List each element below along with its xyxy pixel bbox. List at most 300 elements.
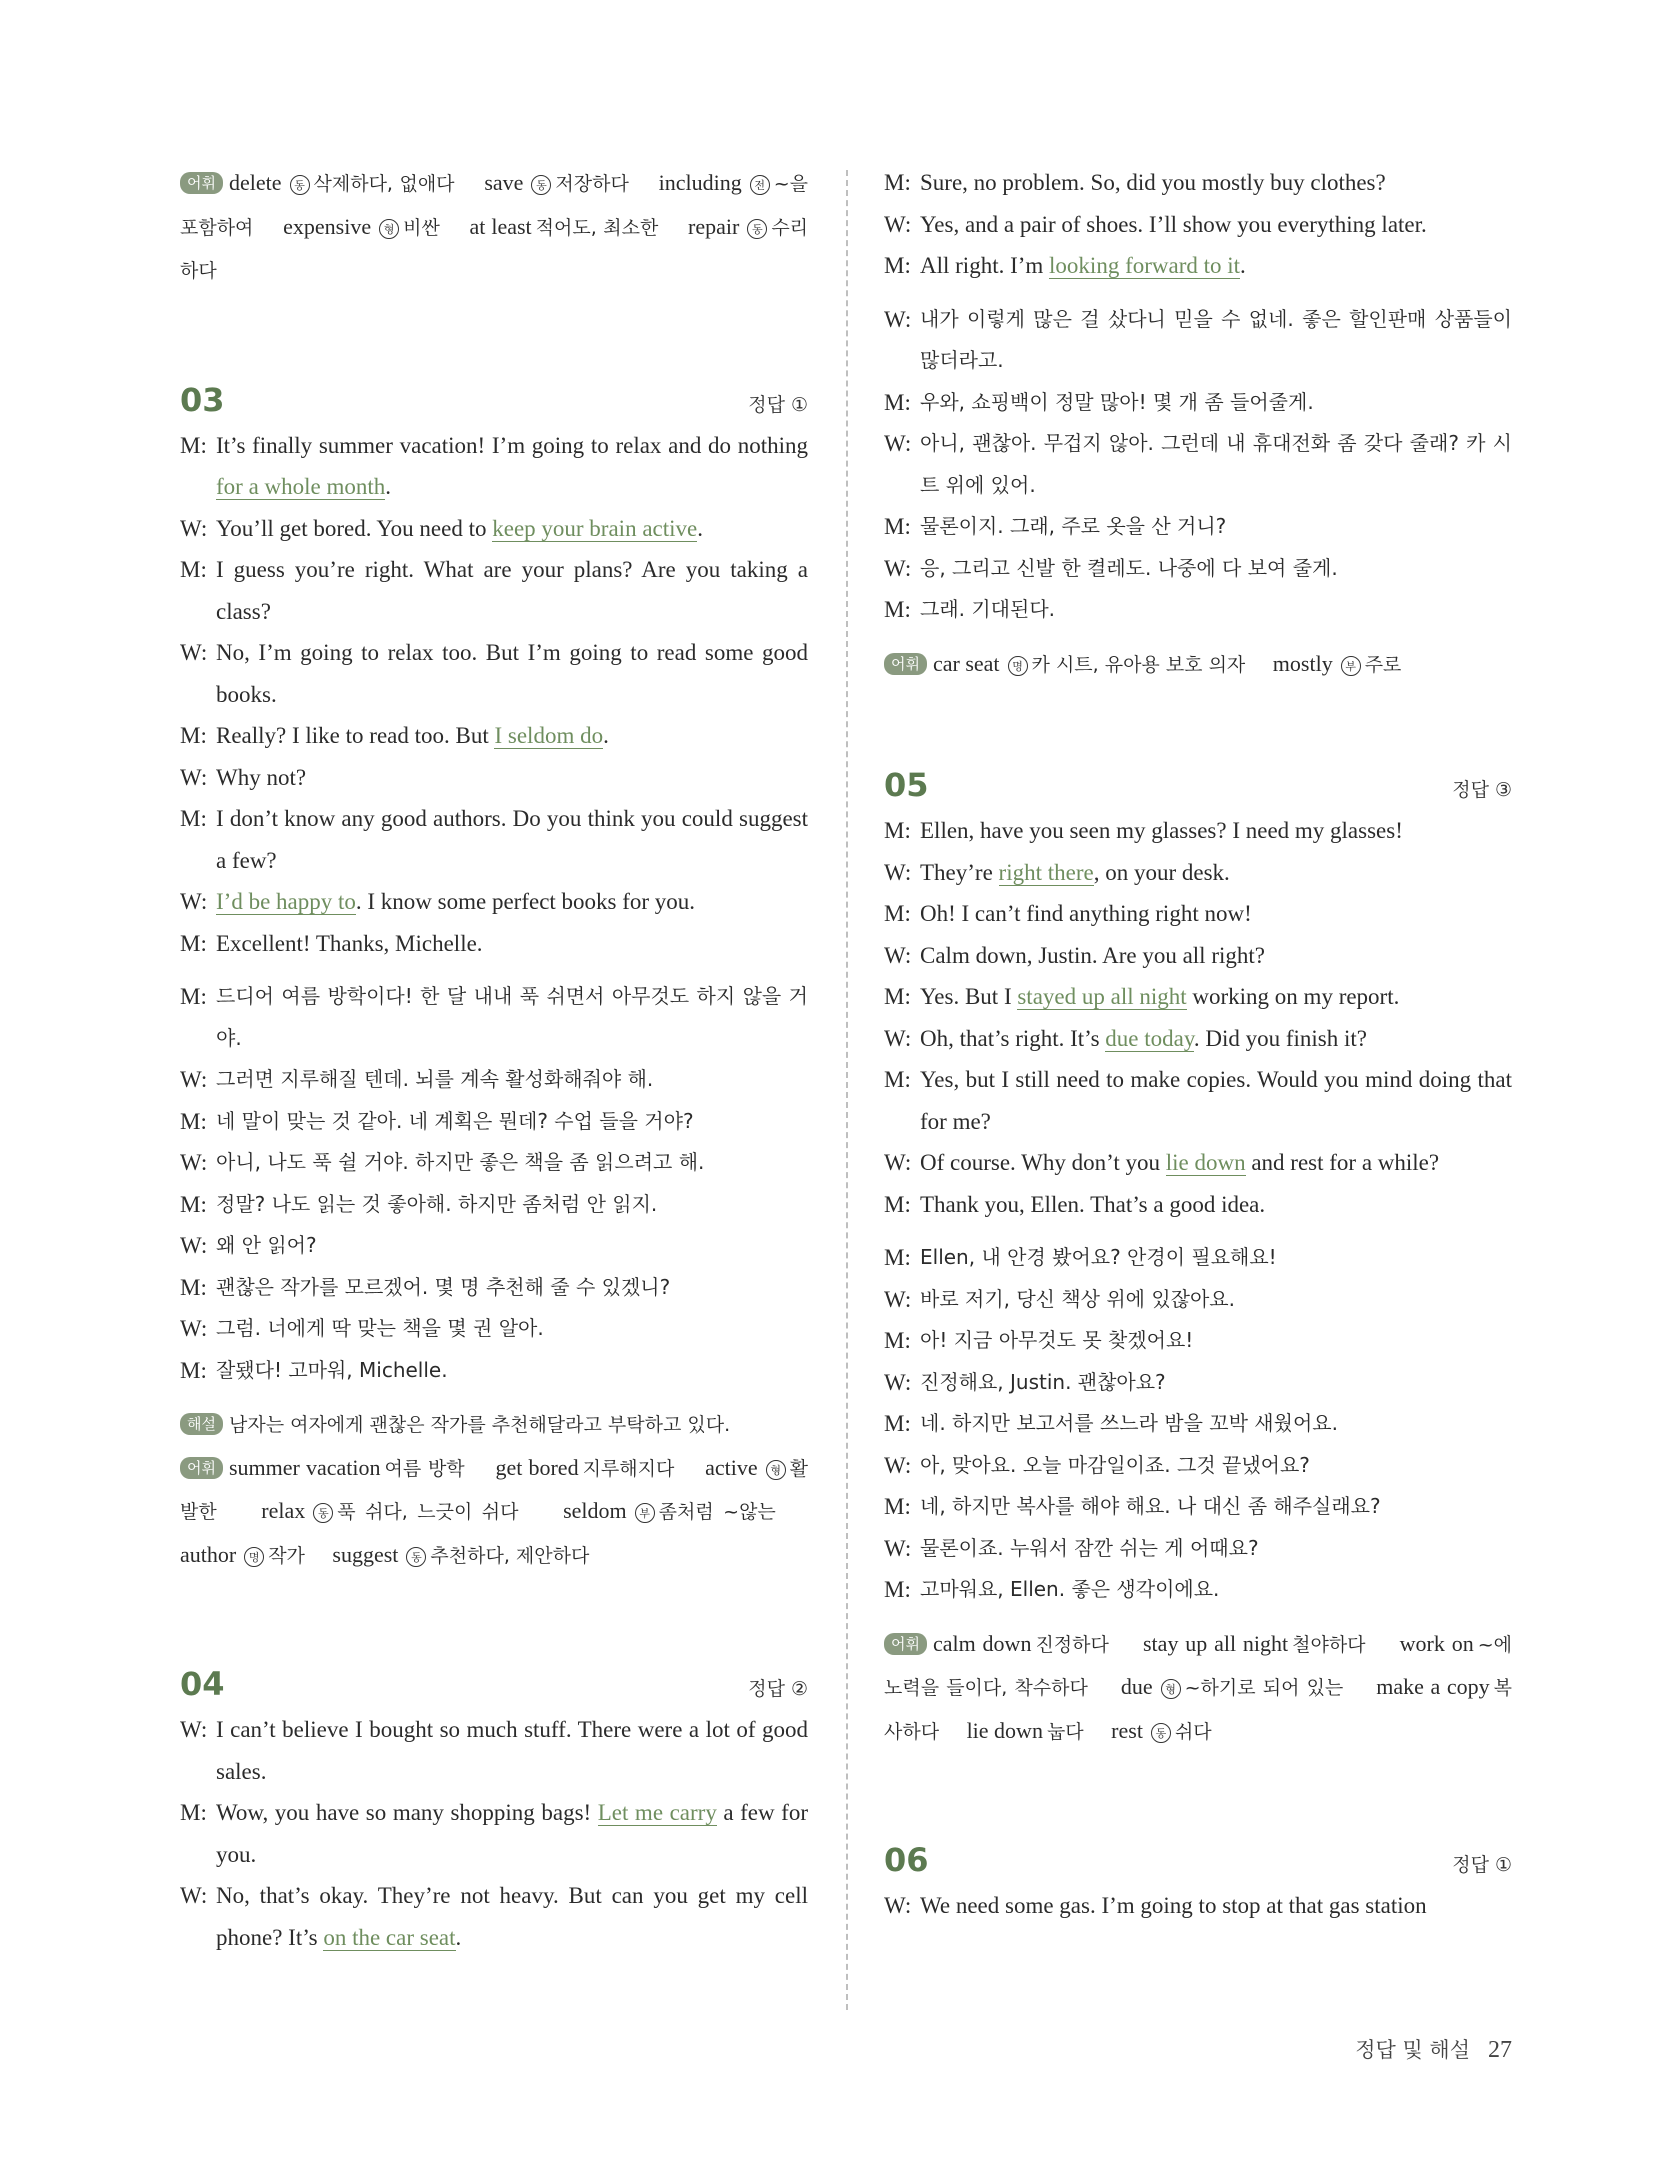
vocab-item bbox=[229, 1455, 465, 1480]
section-number: 06 bbox=[884, 1841, 929, 1879]
vocab-meaning: 카 시트, 유아용 보호 의자 bbox=[1031, 653, 1246, 676]
speaker-label: W: bbox=[180, 889, 208, 914]
speaker-label: M: bbox=[884, 170, 911, 195]
translation-line bbox=[884, 382, 1512, 424]
vocab-word: repair bbox=[688, 213, 740, 239]
dialogue-line bbox=[180, 632, 808, 715]
translation-text: 아! 지금 아무것도 못 찾겠어요! bbox=[920, 1328, 1194, 1352]
vocab-item bbox=[1273, 651, 1402, 676]
vocab-block bbox=[180, 162, 808, 293]
translation-text: 우와, 쇼핑백이 정말 많아! 몇 개 좀 들어줄게. bbox=[920, 389, 1314, 414]
line-text bbox=[920, 162, 1512, 204]
line-text bbox=[216, 632, 808, 715]
line-text bbox=[216, 757, 808, 799]
vocab-word: seldom bbox=[563, 1498, 627, 1523]
speaker-label: M: bbox=[884, 1067, 911, 1092]
vocab-item bbox=[261, 1498, 518, 1523]
dialogue-line bbox=[884, 810, 1512, 852]
line-text bbox=[920, 204, 1512, 246]
vocab-meaning: 주로 bbox=[1364, 653, 1402, 676]
speaker-label: W: bbox=[884, 1452, 912, 1478]
translation-line bbox=[884, 589, 1512, 631]
speaker-label: M: bbox=[180, 930, 207, 956]
speaker-label: W: bbox=[180, 1316, 208, 1341]
dialogue-line bbox=[180, 549, 808, 632]
translation-line bbox=[884, 1528, 1512, 1570]
line-text bbox=[216, 798, 808, 881]
text-segment: I can’t believe I bought so much stuff. There were a lot of good sales. bbox=[216, 1717, 808, 1784]
part-of-speech-icon: 부 bbox=[635, 1503, 655, 1523]
dialogue-line bbox=[180, 757, 808, 799]
translation-text: 괜찮은 작가를 모르겠어. 몇 명 추천해 줄 수 있겠니? bbox=[216, 1274, 671, 1299]
text-segment: I don’t know any good authors. Do you think you could suggest a few? bbox=[216, 806, 808, 873]
translation-line bbox=[884, 1445, 1512, 1487]
text-segment: . Did you finish it? bbox=[1193, 1025, 1367, 1051]
translation-text: 그래. 기대된다. bbox=[920, 597, 1055, 621]
speaker-label: M: bbox=[884, 1245, 911, 1270]
translation-text: 아니, 나도 푹 쉴 거야. 하지만 좋은 책을 좀 읽으려고 해. bbox=[216, 1150, 705, 1174]
translation-line bbox=[180, 1059, 808, 1101]
dialogue-line bbox=[180, 1709, 808, 1792]
vocab-meaning: 쉬다 bbox=[1174, 1720, 1212, 1743]
translation-text: Ellen, 내 안경 봤어요? 안경이 필요해요! bbox=[920, 1245, 1277, 1269]
text-segment: Thank you, Ellen. That’s a good idea. bbox=[920, 1191, 1266, 1217]
vocab-item bbox=[495, 1455, 674, 1480]
translation-text: 바로 저기, 당신 책상 위에 있잖아요. bbox=[920, 1286, 1235, 1311]
translation-text: 네 말이 맞는 것 같아. 네 계획은 뭔데? 수업 들을 거야? bbox=[216, 1108, 694, 1133]
translation-text: 물론이죠. 누워서 잠깐 쉬는 게 어때요? bbox=[920, 1535, 1259, 1560]
translation-line bbox=[884, 1486, 1512, 1528]
vocab-word: expensive bbox=[283, 213, 372, 239]
speaker-label: W: bbox=[884, 431, 912, 456]
translation-text: 그러면 지루해질 텐데. 뇌를 계속 활성화해줘야 해. bbox=[216, 1067, 654, 1091]
translation-text: 응, 그리고 신발 한 켤레도. 나중에 다 보여 줄게. bbox=[920, 555, 1338, 580]
text-segment: All right. I’m bbox=[920, 253, 1050, 278]
translation-line bbox=[180, 1184, 808, 1226]
part-of-speech-icon: 부 bbox=[1341, 656, 1361, 676]
dialogue-line bbox=[884, 935, 1512, 977]
speaker-label: W: bbox=[180, 1067, 208, 1092]
line-text bbox=[920, 245, 1512, 287]
vocab-item bbox=[933, 1631, 1109, 1656]
translation-line bbox=[884, 1237, 1512, 1279]
line-text bbox=[216, 1875, 808, 1958]
text-segment: Yes, but I still need to make copies. Would you mind doing that for me? bbox=[920, 1067, 1512, 1134]
part-of-speech-icon: 동 bbox=[531, 175, 551, 195]
vocab-item bbox=[967, 1718, 1084, 1743]
dialogue-line bbox=[180, 1792, 808, 1875]
speaker-label: M: bbox=[180, 432, 207, 458]
vocab-block bbox=[180, 1447, 808, 1578]
text-segment: Wow, you have so many shopping bags! bbox=[216, 1800, 598, 1825]
text-segment: No, I’m going to relax too. But I’m going to read some good books. bbox=[216, 640, 808, 707]
speaker-label: W: bbox=[180, 764, 208, 790]
dialogue-line bbox=[884, 893, 1512, 935]
line-text bbox=[920, 1018, 1512, 1060]
speaker-label: M: bbox=[884, 1411, 911, 1436]
translation-text: 정말? 나도 읽는 것 좋아해. 하지만 좀처럼 안 읽지. bbox=[216, 1191, 658, 1216]
section-header bbox=[180, 381, 808, 419]
dialogue-english bbox=[884, 1885, 1512, 1927]
dialogue-line bbox=[884, 1059, 1512, 1142]
translation-line bbox=[884, 1362, 1512, 1404]
text-segment: Why not? bbox=[216, 764, 307, 790]
vocab-item bbox=[1111, 1718, 1211, 1743]
text-segment: Excellent! Thanks, Michelle. bbox=[216, 930, 483, 956]
vocab-word: save bbox=[484, 170, 524, 195]
dialogue-korean bbox=[884, 299, 1512, 631]
vocab-meaning: ~을 포함하여 bbox=[180, 173, 808, 239]
vocab-word: stay up all night bbox=[1143, 1630, 1289, 1656]
answer-blank: I’d be happy to bbox=[216, 889, 356, 914]
vocab-meaning: 비싼 bbox=[403, 216, 440, 239]
dialogue-line bbox=[884, 204, 1512, 246]
vocab-meaning: 적어도, 최소한 bbox=[535, 216, 659, 239]
speaker-label: W: bbox=[884, 1369, 912, 1395]
answer-blank: for a whole month bbox=[216, 474, 386, 499]
text-segment: Oh, that’s right. It’s bbox=[920, 1025, 1106, 1051]
vocab-word: get bored bbox=[495, 1454, 579, 1480]
dialogue-english bbox=[180, 425, 808, 965]
vocab-word: author bbox=[180, 1541, 237, 1567]
line-text bbox=[216, 549, 808, 632]
text-segment: Of course. Why don’t you bbox=[920, 1150, 1166, 1175]
text-segment: It’s finally summer vacation! I’m going to relax and do nothing bbox=[216, 432, 808, 458]
line-text bbox=[920, 1184, 1512, 1226]
page-number: 27 bbox=[1488, 2037, 1512, 2063]
text-segment: and rest for a while? bbox=[1245, 1150, 1440, 1175]
answer-label: 정답 ③ bbox=[1452, 779, 1512, 801]
translation-text: 고마워요, Ellen. 좋은 생각이에요. bbox=[920, 1577, 1220, 1601]
speaker-label: M: bbox=[180, 806, 207, 831]
page-footer bbox=[1355, 2034, 1512, 2064]
translation-text: 아니, 괜찮아. 무겁지 않아. 그런데 내 휴대전화 좀 갖다 줄래? 카 시트 위에 있어. bbox=[920, 431, 1512, 497]
answer-blank: right there bbox=[998, 859, 1094, 885]
speaker-label: W: bbox=[884, 859, 912, 885]
speaker-label: W: bbox=[180, 1150, 208, 1175]
speaker-label: M: bbox=[180, 1274, 207, 1300]
answer-blank: due today bbox=[1105, 1025, 1194, 1051]
translation-text: 아, 맞아요. 오늘 마감일이죠. 그것 끝냈어요? bbox=[920, 1452, 1310, 1477]
speaker-label: M: bbox=[180, 1357, 207, 1383]
translation-line bbox=[180, 1142, 808, 1184]
vocab-item bbox=[283, 214, 440, 239]
speaker-label: W: bbox=[884, 1286, 912, 1312]
speaker-label: M: bbox=[884, 389, 911, 415]
vocab-meaning: 여름 방학 bbox=[384, 1457, 465, 1480]
text-segment: I guess you’re right. What are your plans? Are you taking a class? bbox=[216, 557, 808, 624]
speaker-label: M: bbox=[180, 1108, 207, 1134]
speaker-label: M: bbox=[884, 253, 911, 278]
dialogue-korean bbox=[884, 1237, 1512, 1611]
translation-line bbox=[180, 1267, 808, 1309]
answer-blank: lie down bbox=[1165, 1150, 1246, 1175]
translation-line bbox=[180, 1350, 808, 1392]
speaker-label: W: bbox=[180, 1233, 208, 1258]
left-column bbox=[180, 162, 808, 1958]
translation-line bbox=[884, 1569, 1512, 1611]
speaker-label: M: bbox=[884, 901, 911, 926]
vocab-word: mostly bbox=[1272, 650, 1333, 676]
translation-text: 네. 하지만 보고서를 쓰느라 밤을 꼬박 새웠어요. bbox=[920, 1411, 1338, 1435]
answer-blank: stayed up all night bbox=[1017, 984, 1187, 1009]
section-number: 04 bbox=[180, 1665, 225, 1703]
line-text bbox=[216, 508, 808, 550]
explanation-block bbox=[180, 1403, 808, 1447]
vocab-word: calm down bbox=[932, 1630, 1032, 1656]
section-header bbox=[180, 1665, 808, 1703]
footer-label: 정답 및 해설 bbox=[1355, 2038, 1470, 2062]
vocab-meaning: 수리하다 bbox=[180, 216, 809, 282]
vocab-meaning: 추천하다, 제안하다 bbox=[430, 1544, 590, 1567]
section-header bbox=[884, 766, 1512, 804]
vocab-item bbox=[332, 1542, 589, 1567]
translation-text: 내가 이렇게 많은 걸 샀다니 믿을 수 없네. 좋은 할인판매 상품들이 많더라고. bbox=[920, 306, 1512, 372]
speaker-label: W: bbox=[884, 1535, 912, 1561]
vocab-item bbox=[933, 651, 1245, 676]
translation-line bbox=[884, 1320, 1512, 1362]
speaker-label: M: bbox=[884, 514, 911, 539]
vocab-meaning: 좀처럼 ~않는 bbox=[658, 1501, 776, 1523]
part-of-speech-icon: 명 bbox=[1008, 656, 1028, 676]
text-segment: a few for you. bbox=[216, 1800, 808, 1867]
vocab-word: summer vacation bbox=[228, 1454, 381, 1480]
text-segment: Yes, and a pair of shoes. I’ll show you everything later. bbox=[920, 211, 1427, 237]
vocab-item bbox=[1121, 1674, 1343, 1699]
speaker-label: W: bbox=[884, 1150, 912, 1175]
answer-label: 정답 ② bbox=[748, 1678, 808, 1700]
dialogue-line bbox=[180, 508, 808, 550]
vocab-meaning: 삭제하다, 없애다 bbox=[313, 173, 455, 195]
speaker-label: W: bbox=[180, 640, 208, 665]
translation-line bbox=[884, 1403, 1512, 1445]
vocab-meaning: 눕다 bbox=[1046, 1720, 1084, 1743]
text-segment: . bbox=[603, 723, 609, 748]
speaker-label: W: bbox=[884, 942, 912, 968]
vocab-meaning: ~에 노력을 들이다, 착수하다 bbox=[884, 1633, 1512, 1699]
dialogue-line bbox=[180, 923, 808, 965]
dialogue-line bbox=[884, 1184, 1512, 1226]
speaker-label: M: bbox=[180, 1800, 207, 1825]
line-text bbox=[216, 1709, 808, 1792]
text-segment: No, that’s okay. They’re not heavy. But can you get my cell phone? It’s bbox=[216, 1883, 808, 1950]
translation-line bbox=[884, 1279, 1512, 1321]
answer-blank: on the car seat bbox=[323, 1924, 456, 1950]
vocab-meaning: 활발한 bbox=[180, 1457, 809, 1523]
dialogue-line bbox=[180, 425, 808, 508]
dialogue-line bbox=[884, 852, 1512, 894]
explanation-tag: 해설 bbox=[180, 1413, 223, 1435]
column-divider bbox=[846, 170, 848, 2010]
translation-text: 잘됐다! 고마워, Michelle. bbox=[216, 1357, 448, 1382]
vocab-item bbox=[470, 214, 659, 239]
line-text bbox=[920, 852, 1512, 894]
dialogue-line bbox=[884, 245, 1512, 287]
vocab-meaning: ~하기로 되어 있는 bbox=[1184, 1677, 1344, 1699]
speaker-label: W: bbox=[180, 1717, 208, 1742]
translation-line bbox=[884, 423, 1512, 506]
vocab-word: lie down bbox=[966, 1717, 1043, 1743]
text-segment: We need some gas. I’m going to stop at that gas station bbox=[920, 1893, 1427, 1918]
text-segment: Ellen, have you seen my glasses? I need my glasses! bbox=[920, 818, 1403, 843]
speaker-label: M: bbox=[884, 1577, 911, 1602]
vocab-tag: 어휘 bbox=[884, 1633, 927, 1655]
translation-text: 그럼. 너에게 딱 맞는 책을 몇 권 알아. bbox=[216, 1316, 544, 1340]
vocab-tag: 어휘 bbox=[180, 1457, 223, 1479]
speaker-label: M: bbox=[884, 1191, 911, 1217]
dialogue-line bbox=[884, 162, 1512, 204]
speaker-label: M: bbox=[180, 557, 207, 582]
right-column bbox=[884, 162, 1512, 1927]
vocab-item bbox=[180, 1542, 305, 1567]
dialogue-line bbox=[180, 798, 808, 881]
answer-blank: Let me carry bbox=[597, 1800, 717, 1825]
dialogue-line bbox=[180, 715, 808, 757]
line-text bbox=[920, 1885, 1512, 1927]
text-segment: . I know some perfect books for you. bbox=[355, 889, 696, 914]
vocab-meaning: 진정하다 bbox=[1035, 1633, 1109, 1656]
speaker-label: M: bbox=[884, 1328, 911, 1353]
text-segment: Oh! I can’t find anything right now! bbox=[920, 901, 1252, 926]
section-number: 03 bbox=[180, 380, 225, 419]
line-text bbox=[920, 976, 1512, 1018]
speaker-label: W: bbox=[180, 1883, 208, 1908]
line-text bbox=[216, 425, 808, 508]
vocab-item bbox=[229, 170, 455, 195]
speaker-label: W: bbox=[884, 1025, 912, 1051]
text-segment: Really? I like to read too. But bbox=[216, 723, 495, 748]
vocab-word: rest bbox=[1111, 1717, 1143, 1743]
vocab-item bbox=[563, 1498, 776, 1523]
text-segment: Sure, no problem. So, did you mostly buy clothes? bbox=[920, 170, 1386, 195]
vocab-meaning: 작가 bbox=[268, 1544, 305, 1567]
dialogue-english bbox=[180, 1709, 808, 1958]
dialogue-line bbox=[884, 1018, 1512, 1060]
text-segment: . bbox=[1240, 253, 1246, 278]
text-segment: Yes. But I bbox=[920, 984, 1018, 1009]
translation-line bbox=[180, 1225, 808, 1267]
dialogue-english bbox=[884, 162, 1512, 287]
answer-blank: I seldom do bbox=[494, 723, 604, 748]
text-segment: , on your desk. bbox=[1093, 859, 1230, 885]
translation-line bbox=[180, 1101, 808, 1143]
explanation-text: 남자는 여자에게 괜찮은 작가를 추천해달라고 부탁하고 있다. bbox=[228, 1414, 731, 1436]
speaker-label: M: bbox=[884, 1494, 911, 1519]
vocab-block bbox=[884, 643, 1512, 687]
vocab-word: suggest bbox=[332, 1541, 399, 1567]
speaker-label: W: bbox=[180, 515, 208, 541]
line-text bbox=[216, 715, 808, 757]
vocab-block bbox=[884, 1623, 1512, 1754]
line-text bbox=[920, 935, 1512, 977]
vocab-meaning: 지루해지다 bbox=[582, 1457, 675, 1480]
translation-line bbox=[884, 299, 1512, 382]
vocab-item bbox=[1143, 1631, 1366, 1656]
translation-line bbox=[884, 548, 1512, 590]
answer-label: 정답 ① bbox=[748, 393, 808, 416]
dialogue-line bbox=[180, 881, 808, 923]
vocab-word: relax bbox=[261, 1498, 306, 1523]
part-of-speech-icon: 동 bbox=[747, 219, 767, 239]
speaker-label: M: bbox=[180, 1191, 207, 1217]
answer-blank: keep your brain active bbox=[492, 515, 698, 541]
translation-line bbox=[180, 976, 808, 1059]
part-of-speech-icon: 동 bbox=[406, 1547, 426, 1567]
text-segment: . bbox=[455, 1924, 462, 1950]
text-segment: They’re bbox=[920, 859, 999, 885]
answer-blank: looking forward to it bbox=[1049, 253, 1241, 278]
vocab-word: car seat bbox=[932, 650, 1000, 676]
translation-text: 진정해요, Justin. 괜찮아요? bbox=[920, 1369, 1166, 1394]
line-text bbox=[216, 1792, 808, 1875]
dialogue-english bbox=[884, 810, 1512, 1225]
vocab-meaning: 푹 쉬다, 느긋이 쉬다 bbox=[337, 1501, 519, 1523]
speaker-label: M: bbox=[884, 984, 911, 1009]
line-text bbox=[920, 893, 1512, 935]
vocab-word: due bbox=[1120, 1674, 1153, 1699]
vocab-word: delete bbox=[228, 170, 282, 195]
speaker-label: M: bbox=[884, 818, 911, 843]
dialogue-korean bbox=[180, 976, 808, 1391]
speaker-label: M: bbox=[180, 723, 207, 748]
vocab-tag: 어휘 bbox=[180, 172, 223, 194]
dialogue-line bbox=[180, 1875, 808, 1958]
vocab-word: work on bbox=[1399, 1630, 1474, 1656]
part-of-speech-icon: 동 bbox=[313, 1503, 333, 1523]
dialogue-line bbox=[884, 1142, 1512, 1184]
part-of-speech-icon: 동 bbox=[1151, 1723, 1171, 1743]
vocab-meaning: 철야하다 bbox=[1292, 1633, 1366, 1656]
vocab-tag: 어휘 bbox=[884, 653, 927, 675]
dialogue-line bbox=[884, 1885, 1512, 1927]
translation-line bbox=[884, 506, 1512, 548]
vocab-item bbox=[484, 170, 629, 195]
part-of-speech-icon: 형 bbox=[379, 219, 399, 239]
section-number: 05 bbox=[884, 766, 929, 804]
part-of-speech-icon: 형 bbox=[1161, 1679, 1181, 1699]
text-segment: . bbox=[697, 515, 703, 541]
vocab-word: including bbox=[658, 170, 742, 195]
speaker-label: M: bbox=[180, 984, 207, 1009]
answer-label: 정답 ① bbox=[1452, 1854, 1512, 1876]
line-text bbox=[216, 923, 808, 965]
vocab-word: at least bbox=[469, 213, 532, 239]
speaker-label: W: bbox=[884, 1893, 912, 1918]
speaker-label: W: bbox=[884, 555, 912, 581]
line-text bbox=[216, 881, 808, 923]
line-text bbox=[920, 1142, 1512, 1184]
translation-text: 드디어 여름 방학이다! 한 달 내내 푹 쉬면서 아무것도 하지 않을 거야. bbox=[216, 984, 808, 1050]
text-segment: Calm down, Justin. Are you all right? bbox=[920, 942, 1265, 968]
part-of-speech-icon: 형 bbox=[766, 1460, 786, 1480]
part-of-speech-icon: 동 bbox=[290, 175, 310, 195]
speaker-label: M: bbox=[884, 597, 911, 622]
line-text bbox=[920, 810, 1512, 852]
vocab-word: active bbox=[705, 1454, 758, 1480]
line-text bbox=[920, 1059, 1512, 1142]
speaker-label: W: bbox=[884, 306, 912, 332]
vocab-word: make a copy bbox=[1376, 1674, 1490, 1699]
part-of-speech-icon: 전 bbox=[750, 175, 770, 195]
vocab-meaning: 복사하다 bbox=[884, 1677, 1512, 1743]
section-header bbox=[884, 1841, 1512, 1879]
translation-text: 왜 안 읽어? bbox=[216, 1233, 317, 1257]
part-of-speech-icon: 명 bbox=[244, 1547, 264, 1567]
translation-line bbox=[180, 1308, 808, 1350]
translation-text: 네, 하지만 복사를 해야 해요. 나 대신 좀 해주실래요? bbox=[920, 1494, 1381, 1518]
text-segment: You’ll get bored. You need to bbox=[216, 515, 493, 541]
text-segment: working on my report. bbox=[1186, 984, 1400, 1009]
